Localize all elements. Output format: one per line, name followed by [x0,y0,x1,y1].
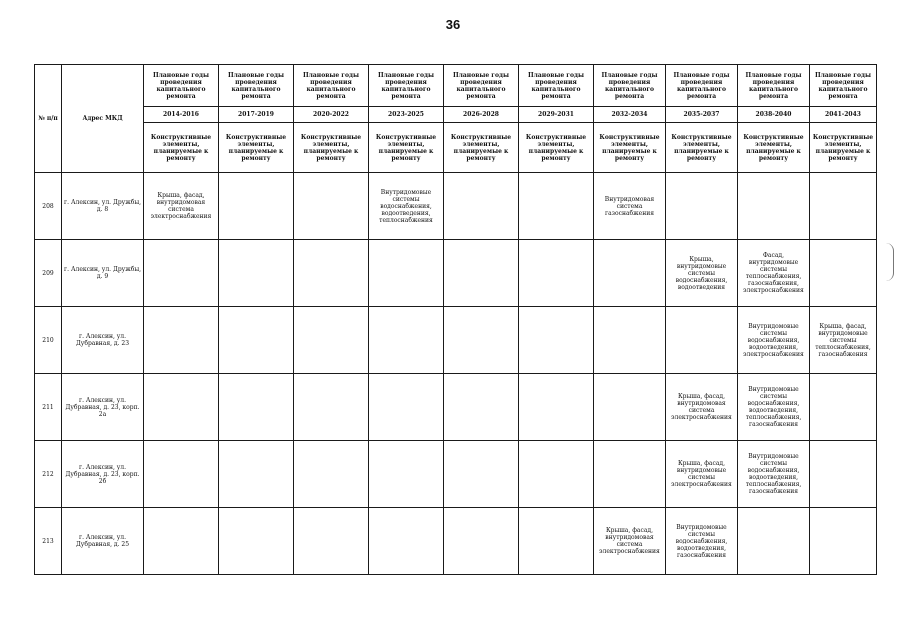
row-number: 212 [35,441,62,508]
repair-cell [594,307,666,374]
repair-cell: Внутридомовые системы водоснабжения, водоотведения, теплоснабжения [369,173,444,240]
repair-cell [810,240,877,307]
table-row [35,240,877,307]
elements-header: Конструктивные элементы, планируемые к ремонту [738,123,810,173]
row-number: 211 [35,374,62,441]
address-cell: г. Алексин, ул. Дружбы, д. 9 [62,240,144,307]
repair-cell [219,307,294,374]
elements-header: Конструктивные элементы, планируемые к ремонту [519,123,594,173]
repair-cell [810,441,877,508]
repair-cell [519,240,594,307]
repair-cell [444,374,519,441]
table-row [35,441,877,508]
repair-cell [294,508,369,575]
repair-cell [369,307,444,374]
period-header: 2026-2028 [444,107,519,123]
repair-cell [666,173,738,240]
repair-cell [219,441,294,508]
period-header: 2041-2043 [810,107,877,123]
planned-years-header: Плановые годы проведения капитального ремонта [666,65,738,107]
repair-cell: Внутридомовые системы водоснабжения, водоотведения, электроснабжения [738,307,810,374]
repair-cell [444,508,519,575]
repair-cell [810,374,877,441]
repair-cell [594,240,666,307]
repair-cell [294,240,369,307]
repair-cell [294,374,369,441]
repair-cell [594,441,666,508]
elements-header: Конструктивные элементы, планируемые к ремонту [219,123,294,173]
repair-cell [519,173,594,240]
period-header: 2014-2016 [144,107,219,123]
address-header: Адрес МКД [62,65,144,173]
repair-cell [810,508,877,575]
table-row [35,374,877,441]
period-header: 2032-2034 [594,107,666,123]
repair-cell [369,508,444,575]
period-header: 2023-2025 [369,107,444,123]
repair-cell: Крыша, внутридомовые системы водоснабжения, водоотведения [666,240,738,307]
planned-years-header: Плановые годы проведения капитального ремонта [810,65,877,107]
row-number: 209 [35,240,62,307]
row-number: 213 [35,508,62,575]
elements-header: Конструктивные элементы, планируемые к ремонту [444,123,519,173]
margin-mark [885,243,894,281]
repair-cell [594,374,666,441]
header-row-elements [35,123,877,173]
repair-cell [666,307,738,374]
header-row-years [35,65,877,107]
repair-cell [444,240,519,307]
repair-cell [219,240,294,307]
repair-cell: Крыша, фасад, внутридомовые системы теплоснабжения, газоснабжения [810,307,877,374]
table-row [35,173,877,240]
period-header: 2017-2019 [219,107,294,123]
repair-cell [519,374,594,441]
repair-cell [738,508,810,575]
repair-cell [444,307,519,374]
repair-cell [144,508,219,575]
elements-header: Конструктивные элементы, планируемые к ремонту [369,123,444,173]
repair-cell [738,173,810,240]
row-number: 208 [35,173,62,240]
elements-header: Конструктивные элементы, планируемые к ремонту [594,123,666,173]
elements-header: Конструктивные элементы, планируемые к ремонту [144,123,219,173]
planned-years-header: Плановые годы проведения капитального ремонта [444,65,519,107]
planned-years-header: Плановые годы проведения капитального ремонта [369,65,444,107]
table-row [35,508,877,575]
planned-years-header: Плановые годы проведения капитального ремонта [144,65,219,107]
page-number: 36 [445,17,461,32]
planned-years-header: Плановые годы проведения капитального ремонта [219,65,294,107]
table-row [35,307,877,374]
capital-repair-table [34,64,877,575]
address-cell: г. Алексин, ул. Дубравная, д. 25 [62,508,144,575]
elements-header: Конструктивные элементы, планируемые к ремонту [810,123,877,173]
repair-cell [369,441,444,508]
address-cell: г. Алексин, ул. Дружбы, д. 8 [62,173,144,240]
address-cell: г. Алексин, ул. Дубравная, д. 23 [62,307,144,374]
repair-cell [144,374,219,441]
repair-cell: Фасад, внутридомовые системы теплоснабжения, газоснабжения, электроснабжения [738,240,810,307]
address-cell: г. Алексин, ул. Дубравная, д. 23, корп. 2б [62,441,144,508]
repair-cell: Внутридомовые системы водоснабжения, водоотведения, теплоснабжения, газоснабжения [738,441,810,508]
elements-header: Конструктивные элементы, планируемые к ремонту [294,123,369,173]
row-number: 210 [35,307,62,374]
repair-cell [519,441,594,508]
period-header: 2029-2031 [519,107,594,123]
repair-cell [144,307,219,374]
repair-cell [810,173,877,240]
period-header: 2020-2022 [294,107,369,123]
repair-cell [219,374,294,441]
address-cell: г. Алексин, ул. Дубравная, д. 23, корп. 2а [62,374,144,441]
repair-cell [369,240,444,307]
repair-cell [294,441,369,508]
repair-cell [294,173,369,240]
repair-cell [219,173,294,240]
repair-cell [219,508,294,575]
repair-cell: Крыша, фасад, внутридомовая система электроснабжения [666,374,738,441]
repair-cell: Внутридомовые системы водоснабжения, водоотведения, теплоснабжения, газоснабжения [738,374,810,441]
repair-cell [444,173,519,240]
planned-years-header: Плановые годы проведения капитального ремонта [594,65,666,107]
repair-cell [369,374,444,441]
row-number-header: № п/п [35,65,62,173]
repair-cell: Крыша, фасад, внутридомовая система электроснабжения [594,508,666,575]
planned-years-header: Плановые годы проведения капитального ремонта [294,65,369,107]
repair-cell [294,307,369,374]
period-header: 2038-2040 [738,107,810,123]
repair-cell: Внутридомовая система газоснабжения [594,173,666,240]
repair-cell [144,441,219,508]
elements-header: Конструктивные элементы, планируемые к ремонту [666,123,738,173]
planned-years-header: Плановые годы проведения капитального ремонта [738,65,810,107]
repair-cell [519,508,594,575]
repair-cell [444,441,519,508]
repair-cell: Крыша, фасад, внутридомовая система электроснабжения [144,173,219,240]
repair-cell [519,307,594,374]
planned-years-header: Плановые годы проведения капитального ремонта [519,65,594,107]
repair-cell [144,240,219,307]
repair-cell: Крыша, фасад, внутридомовые системы электроснабжения [666,441,738,508]
period-header: 2035-2037 [666,107,738,123]
repair-cell: Внутридомовые системы водоснабжения, водоотведения, газоснабжения [666,508,738,575]
header-row-periods [35,107,877,123]
